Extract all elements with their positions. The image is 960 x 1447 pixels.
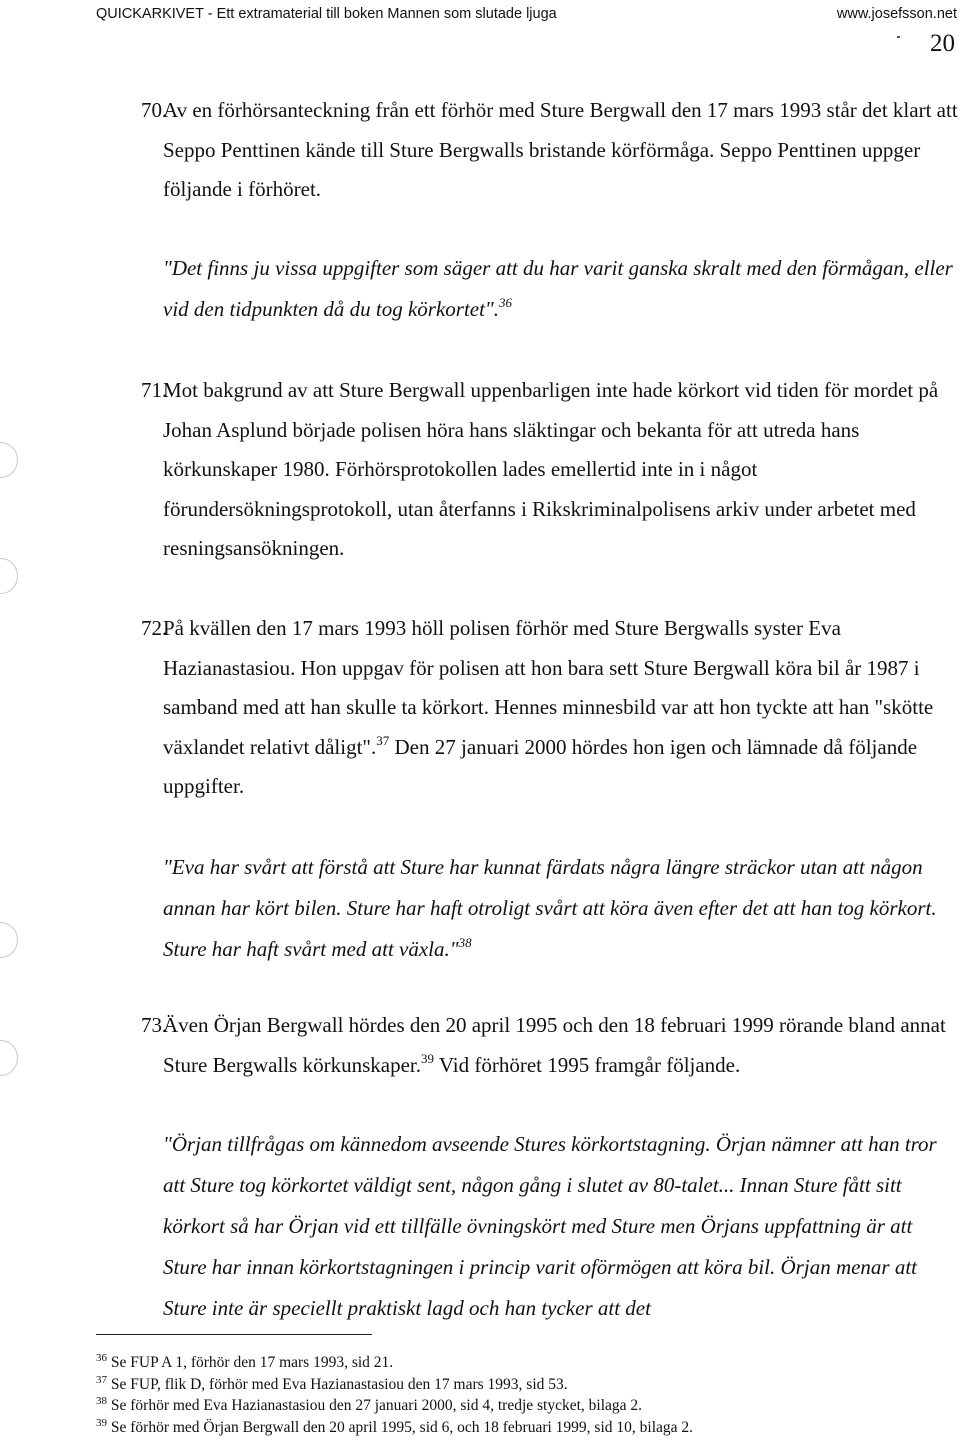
footnote-ref-36[interactable]: 36 [499, 295, 512, 310]
footnote-36 [96, 1352, 956, 1374]
punch-hole-1 [0, 442, 18, 478]
footnote-number: 37 [96, 1373, 107, 1386]
quote-penttinen [163, 248, 958, 330]
quote-text: "Örjan tillfrågas om kännedom avseende Stures körkortstagning. Örjan nämner att han tror att Sture tog körkortet väldigt sent, någon gång i slutet av 80-talet... Innan Sture fått sitt körkort så har Örjan vid ett tillfälle övningskört med Sture men Örjans uppfattning är att Sture har innan körkortstagningen i princip varit oförmögen att köra bil. Örjan menar att Sture inte är speciellt praktiskt lagd och han tycker att det [163, 1132, 937, 1320]
punch-hole-3 [0, 922, 18, 958]
footnote-text: Se FUP A 1, förhör den 17 mars 1993, sid 21. [110, 1354, 394, 1371]
paragraph-number: 70. [141, 98, 168, 122]
header-title: QUICKARKIVET - Ett extramaterial till boken Mannen som slutade ljuga [96, 6, 557, 22]
paragraph-text: Mot bakgrund av att Sture Bergwall uppenbarligen inte hade körkort vid tiden för mordet på Johan Asplund började polisen höra hans släktingar och bekanta för att utreda hans körkunskaper 1980. Förhörsprotokollen lades emellertid inte in i något förundersökningsprotokoll, utan återfanns i Rikskriminalpolisens arkiv under arbetet med resningsansökningen. [163, 378, 939, 560]
paragraph-72 [141, 609, 960, 807]
paragraph-number: 71. [141, 378, 168, 402]
footnote-text: Se förhör med Örjan Bergwall den 20 april 1995, sid 6, och 18 februari 1999, sid 10, bilaga 2. [110, 1418, 694, 1436]
footnote-37 [96, 1374, 956, 1396]
punch-hole-2 [0, 558, 18, 594]
footnote-number: 38 [96, 1395, 107, 1407]
paragraph-text-b: Den 27 januari 2000 hördes hon igen och lämnade då följande uppgifter. [163, 734, 918, 798]
footnote-39 [96, 1417, 956, 1439]
footnote-text: Se FUP, flik D, förhör med Eva Hazianastasiou den 17 mars 1993, sid 53. [110, 1375, 568, 1393]
paragraph-text-a: På kvällen den 17 mars 1993 höll polisen förhör med Sture Bergwalls syster Eva Hazianastasiou. Hon uppgav för polisen att hon bara sett Sture Bergwall köra bil år 1987 i samband med att han skulle ta körkort. Hennes minnesbild var att hon tyckte att han "skötte växlandet relativt dåligt". [163, 616, 934, 759]
footnotes [96, 1352, 956, 1438]
quote-text: "Det finns ju vissa uppgifter som säger att du har varit ganska skralt med den förmågan, eller vid den tidpunkten då du tog körkortet". [163, 256, 953, 321]
paragraph-text: Av en förhörsanteckning från ett förhör med Sture Bergwall den 17 mars 1993 står det klart att Seppo Penttinen kände till Sture Bergwalls bristande körförmåga. Seppo Penttinen uppger följande i förhöret. [163, 98, 958, 201]
footnote-number: 39 [96, 1416, 107, 1429]
paragraph-number: 72. [141, 616, 168, 640]
paragraph-number: 73. [141, 1013, 168, 1037]
footnote-ref-38[interactable]: 38 [458, 935, 472, 950]
footnote-divider [96, 1334, 372, 1335]
footnote-number: 36 [96, 1352, 107, 1364]
paragraph-71 [141, 371, 960, 569]
footnote-38 [96, 1395, 956, 1417]
paragraph-text-b: Vid förhöret 1995 framgår följande. [434, 1052, 741, 1077]
page-number: 20 [930, 30, 955, 57]
punch-hole-4 [0, 1040, 18, 1076]
footnote-ref-39[interactable]: 39 [421, 1050, 434, 1066]
footnote-text: Se förhör med Eva Hazianastasiou den 27 januari 2000, sid 4, tredje stycket, bilaga 2. [110, 1397, 643, 1414]
quote-text: "Eva har svårt att förstå att Sture har kunnat färdats några längre sträckor utan att någon annan har kört bilen. Sture har haft otroligt svårt att köra även efter det att han tog körkort. Sture har haft svårt med att växla." [163, 855, 937, 961]
paragraph-70 [141, 91, 960, 210]
paragraph-73 [141, 1006, 960, 1085]
quote-orjan [163, 1124, 958, 1329]
scan-speck [897, 36, 900, 38]
footnote-ref-37[interactable]: 37 [376, 732, 390, 748]
quote-eva [163, 847, 958, 970]
header-url[interactable]: www.josefsson.net [836, 6, 957, 22]
paragraph-text-a: Även Örjan Bergwall hördes den 20 april 1995 och den 18 februari 1999 rörande bland annat Sture Bergwalls körkunskaper. [163, 1013, 946, 1077]
